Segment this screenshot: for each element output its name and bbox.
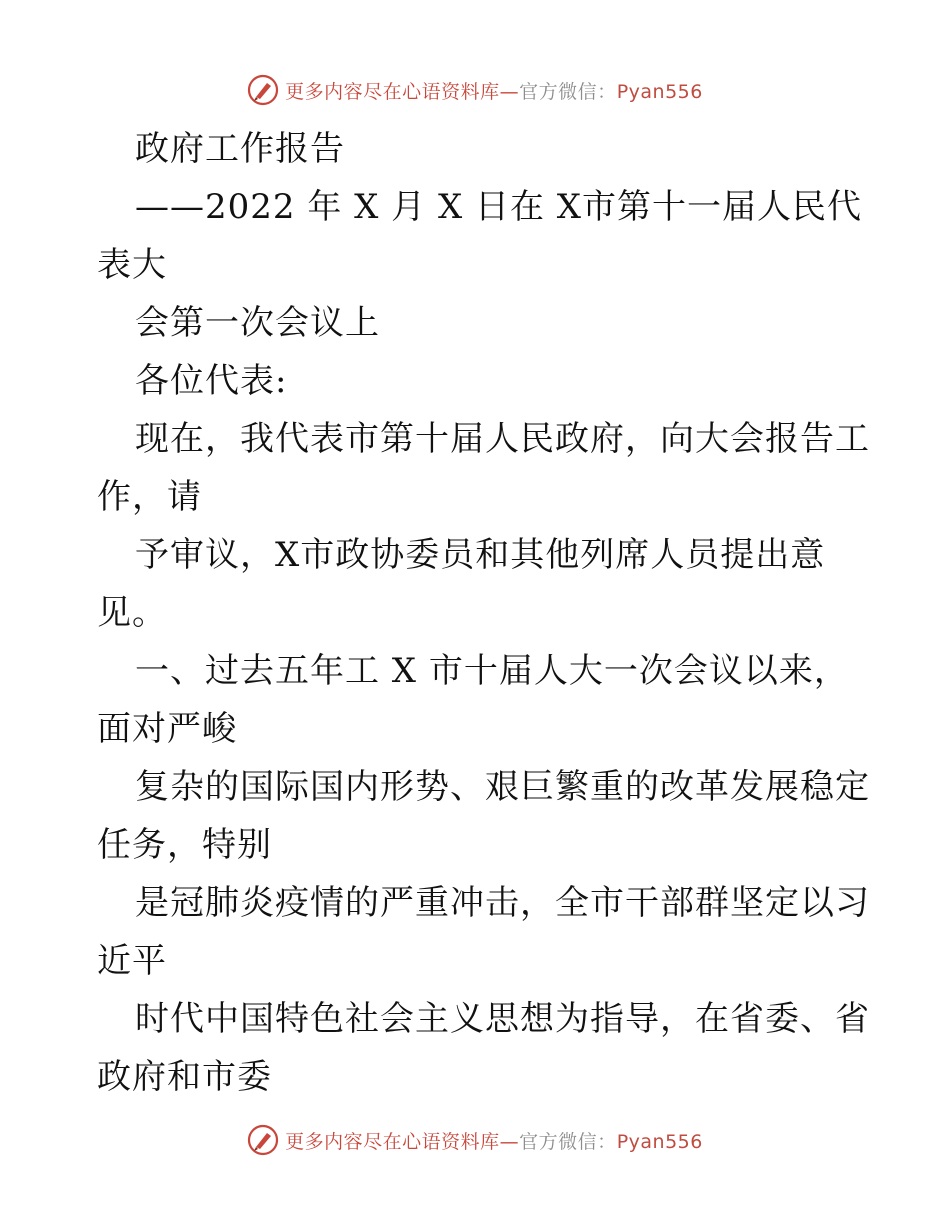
document-line: 面对严峻	[97, 709, 237, 749]
watermark-text	[285, 1127, 703, 1154]
document-line: 会第一次会议上	[135, 303, 380, 343]
watermark-slogan: 更多内容尽在心语资料库—	[285, 80, 520, 103]
document-line: 是冠肺炎疫情的严重冲击，全市干部群坚定以习	[135, 883, 870, 923]
document-line: 各位代表:	[135, 361, 288, 401]
document-line: 见。	[97, 593, 167, 633]
watermark-account: Pyan556	[616, 1130, 703, 1153]
document-line: 一、过去五年工 X 市十届人大一次会议以来，	[135, 651, 849, 691]
document-line: 现在，我代表市第十届人民政府，向大会报告工	[135, 419, 870, 459]
document-line: ——2022 年 X 月 X 日在 X市第十一届人民代	[135, 187, 862, 227]
watermark-wechat-label: 官方微信：	[519, 80, 617, 103]
watermark-wechat-label: 官方微信：	[519, 1130, 617, 1153]
footer-watermark	[0, 1120, 950, 1160]
document-line: 近平	[97, 941, 167, 981]
document-line: 政府工作报告	[135, 129, 345, 169]
document-line: 表大	[97, 245, 167, 285]
document-body	[97, 120, 877, 1106]
pen-logo-icon	[247, 74, 279, 106]
document-line: 政府和市委	[97, 1057, 272, 1097]
watermark-slogan: 更多内容尽在心语资料库—	[285, 1130, 520, 1153]
watermark-text	[285, 77, 703, 104]
document-line: 作，请	[97, 477, 202, 517]
document-line: 予审议，X市政协委员和其他列席人员提出意	[135, 535, 826, 575]
pen-logo-icon	[247, 1124, 279, 1156]
watermark-account: Pyan556	[616, 80, 703, 103]
document-line: 任务，特别	[97, 825, 272, 865]
header-watermark	[0, 70, 950, 110]
document-line: 时代中国特色社会主义思想为指导，在省委、省	[135, 999, 870, 1039]
document-line: 复杂的国际国内形势、艰巨繁重的改革发展稳定	[135, 767, 870, 807]
